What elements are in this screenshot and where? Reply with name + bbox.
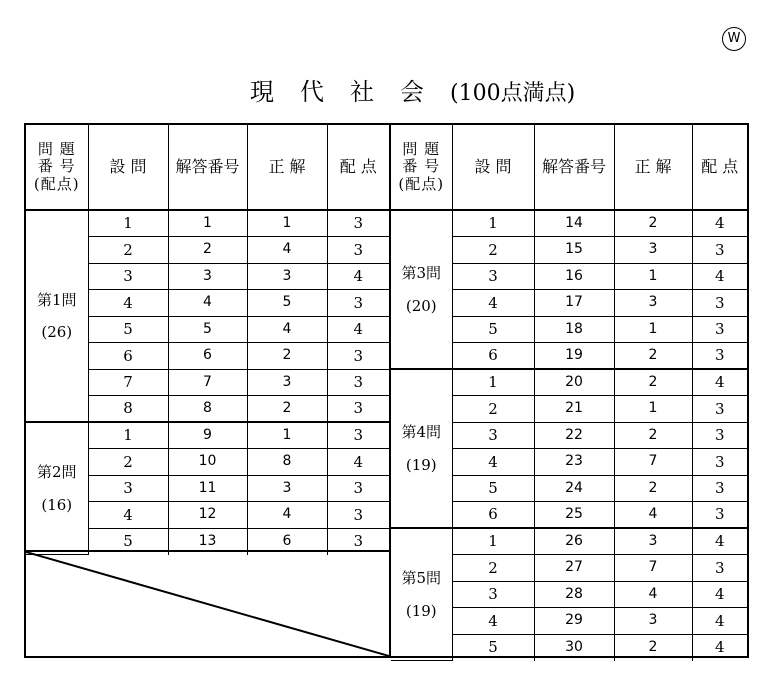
- table-row: [391, 369, 747, 396]
- answer-number-cell: 22: [534, 422, 614, 449]
- points-cell: 4: [692, 369, 747, 396]
- correct-cell: 2: [247, 396, 327, 423]
- correct-cell: 3: [614, 237, 692, 264]
- correct-cell: 2: [614, 475, 692, 502]
- points-cell: 3: [692, 555, 747, 582]
- group-points: (19): [405, 601, 437, 620]
- points-cell: 3: [327, 237, 389, 264]
- correct-cell: 2: [247, 343, 327, 370]
- question-cell: 1: [88, 422, 168, 449]
- header-correct: 正 解: [247, 125, 327, 210]
- points-cell: 3: [692, 290, 747, 317]
- question-cell: 1: [452, 528, 534, 555]
- group-points: (26): [41, 323, 73, 341]
- question-cell: 3: [452, 263, 534, 290]
- answer-number-cell: 15: [534, 237, 614, 264]
- table-row: [391, 528, 747, 555]
- correct-cell: 7: [614, 555, 692, 582]
- answer-number-cell: 11: [168, 475, 247, 502]
- page-title: [250, 72, 575, 107]
- correct-cell: 2: [614, 343, 692, 370]
- points-cell: 3: [692, 396, 747, 423]
- question-cell: 2: [88, 449, 168, 476]
- question-cell: 1: [452, 369, 534, 396]
- correct-cell: 1: [614, 263, 692, 290]
- correct-cell: 4: [247, 316, 327, 343]
- points-cell: 4: [327, 449, 389, 476]
- correct-cell: 3: [614, 290, 692, 317]
- group-cell: [391, 210, 452, 369]
- points-cell: 3: [692, 316, 747, 343]
- points-cell: 3: [327, 502, 389, 529]
- header-group: [26, 125, 88, 210]
- header-answer-number: 解答番号: [534, 125, 614, 210]
- correct-cell: 3: [247, 263, 327, 290]
- correct-cell: 4: [614, 581, 692, 608]
- correct-cell: 2: [614, 422, 692, 449]
- answer-number-cell: 29: [534, 608, 614, 635]
- question-cell: 5: [452, 316, 534, 343]
- answer-key-table: [24, 123, 749, 658]
- answer-number-cell: 5: [168, 316, 247, 343]
- correct-cell: 3: [614, 608, 692, 635]
- correct-cell: 3: [614, 528, 692, 555]
- answer-number-cell: 16: [534, 263, 614, 290]
- group-label: 第2問: [36, 463, 77, 481]
- header-points: 配 点: [692, 125, 747, 210]
- points-cell: 4: [327, 316, 389, 343]
- points-cell: 3: [692, 422, 747, 449]
- group-cell: [26, 210, 88, 422]
- answer-number-cell: 21: [534, 396, 614, 423]
- answer-number-cell: 17: [534, 290, 614, 317]
- points-cell: 4: [692, 263, 747, 290]
- left-half: [26, 125, 391, 656]
- question-cell: 4: [452, 290, 534, 317]
- correct-cell: 3: [247, 369, 327, 396]
- answer-number-cell: 30: [534, 634, 614, 661]
- header-answer-number: 解答番号: [168, 125, 247, 210]
- points-cell: 3: [692, 343, 747, 370]
- header-group-line: 番 号: [402, 157, 441, 176]
- points-cell: 3: [692, 502, 747, 529]
- answer-number-cell: 24: [534, 475, 614, 502]
- points-cell: 3: [327, 343, 389, 370]
- answer-number-cell: 1: [168, 210, 247, 237]
- correct-cell: 2: [614, 210, 692, 237]
- correct-cell: 4: [247, 502, 327, 529]
- left-table: [26, 125, 389, 555]
- points-cell: 3: [327, 528, 389, 555]
- question-cell: 4: [88, 290, 168, 317]
- correct-cell: 2: [614, 369, 692, 396]
- correct-cell: 3: [247, 475, 327, 502]
- header-question: 設 問: [88, 125, 168, 210]
- correct-cell: 1: [614, 316, 692, 343]
- right-half: [391, 125, 747, 656]
- group-points: (19): [405, 455, 437, 474]
- question-cell: 6: [452, 502, 534, 529]
- group-label: 第4問: [401, 423, 442, 441]
- answer-number-cell: 12: [168, 502, 247, 529]
- question-cell: 3: [452, 422, 534, 449]
- question-cell: 1: [88, 210, 168, 237]
- points-cell: 4: [692, 528, 747, 555]
- points-cell: 3: [327, 290, 389, 317]
- answer-number-cell: 18: [534, 316, 614, 343]
- answer-number-cell: 25: [534, 502, 614, 529]
- correct-cell: 1: [247, 210, 327, 237]
- answer-number-cell: 8: [168, 396, 247, 423]
- answer-number-cell: 23: [534, 449, 614, 476]
- answer-number-cell: 10: [168, 449, 247, 476]
- question-cell: 4: [88, 502, 168, 529]
- question-cell: 1: [452, 210, 534, 237]
- answer-number-cell: 2: [168, 237, 247, 264]
- points-cell: 3: [327, 369, 389, 396]
- question-cell: 5: [452, 475, 534, 502]
- points-cell: 3: [327, 475, 389, 502]
- answer-number-cell: 3: [168, 263, 247, 290]
- question-cell: 6: [452, 343, 534, 370]
- group-cell: [391, 369, 452, 528]
- correct-cell: 8: [247, 449, 327, 476]
- correct-cell: 5: [247, 290, 327, 317]
- header-question: 設 問: [452, 125, 534, 210]
- question-cell: 3: [88, 263, 168, 290]
- answer-number-cell: 20: [534, 369, 614, 396]
- points-cell: 3: [327, 210, 389, 237]
- answer-number-cell: 28: [534, 581, 614, 608]
- answer-number-cell: 14: [534, 210, 614, 237]
- correct-cell: 4: [247, 237, 327, 264]
- group-cell: [391, 528, 452, 661]
- table-row: [26, 422, 389, 449]
- points-cell: 3: [327, 396, 389, 423]
- question-cell: 3: [452, 581, 534, 608]
- question-cell: 2: [452, 237, 534, 264]
- group-points: (16): [41, 495, 73, 514]
- header-points: 配 点: [327, 125, 389, 210]
- correct-cell: 1: [614, 396, 692, 423]
- group-label: 第3問: [401, 264, 442, 282]
- question-cell: 6: [88, 343, 168, 370]
- answer-number-cell: 27: [534, 555, 614, 582]
- question-cell: 2: [452, 555, 534, 582]
- group-points: (20): [405, 296, 437, 315]
- points-cell: 4: [692, 581, 747, 608]
- answer-number-cell: 7: [168, 369, 247, 396]
- group-label: 第5問: [401, 569, 442, 587]
- points-cell: 3: [692, 237, 747, 264]
- question-cell: 8: [88, 396, 168, 423]
- question-cell: 2: [88, 237, 168, 264]
- group-label: 第1問: [36, 290, 77, 309]
- answer-number-cell: 26: [534, 528, 614, 555]
- circled-w-mark: W: [722, 27, 746, 51]
- question-cell: 4: [452, 608, 534, 635]
- answer-number-cell: 9: [168, 422, 247, 449]
- question-cell: 5: [88, 316, 168, 343]
- correct-cell: 2: [614, 634, 692, 661]
- points-cell: 4: [692, 608, 747, 635]
- header-group-line: (配点): [33, 174, 80, 193]
- answer-number-cell: 13: [168, 528, 247, 555]
- correct-cell: 1: [247, 422, 327, 449]
- right-table: [391, 125, 747, 661]
- header-group-line: 問 題: [37, 140, 76, 159]
- correct-cell: 4: [614, 502, 692, 529]
- points-cell: 4: [692, 210, 747, 237]
- header-group-line: (配点): [398, 174, 445, 193]
- question-cell: 4: [452, 449, 534, 476]
- diagonal-line: [26, 552, 389, 656]
- header-group-line: 問 題: [402, 140, 441, 159]
- points-cell: 3: [327, 422, 389, 449]
- correct-cell: 6: [247, 528, 327, 555]
- answer-number-cell: 6: [168, 343, 247, 370]
- question-cell: 2: [452, 396, 534, 423]
- total-points: (100点満点): [450, 81, 576, 106]
- header-correct: 正 解: [614, 125, 692, 210]
- header-group-line: 番 号: [37, 157, 76, 176]
- table-row: [26, 210, 389, 237]
- subject-title: 現代社会: [250, 78, 450, 106]
- question-cell: 5: [452, 634, 534, 661]
- points-cell: 3: [692, 449, 747, 476]
- question-cell: 7: [88, 369, 168, 396]
- question-cell: 3: [88, 475, 168, 502]
- points-cell: 3: [692, 475, 747, 502]
- answer-number-cell: 19: [534, 343, 614, 370]
- question-cell: 5: [88, 528, 168, 555]
- points-cell: 4: [327, 263, 389, 290]
- points-cell: 4: [692, 634, 747, 661]
- correct-cell: 7: [614, 449, 692, 476]
- answer-number-cell: 4: [168, 290, 247, 317]
- table-row: [391, 210, 747, 237]
- group-cell: [26, 422, 88, 555]
- header-group: [391, 125, 452, 210]
- diagonal-blank: [26, 550, 389, 656]
